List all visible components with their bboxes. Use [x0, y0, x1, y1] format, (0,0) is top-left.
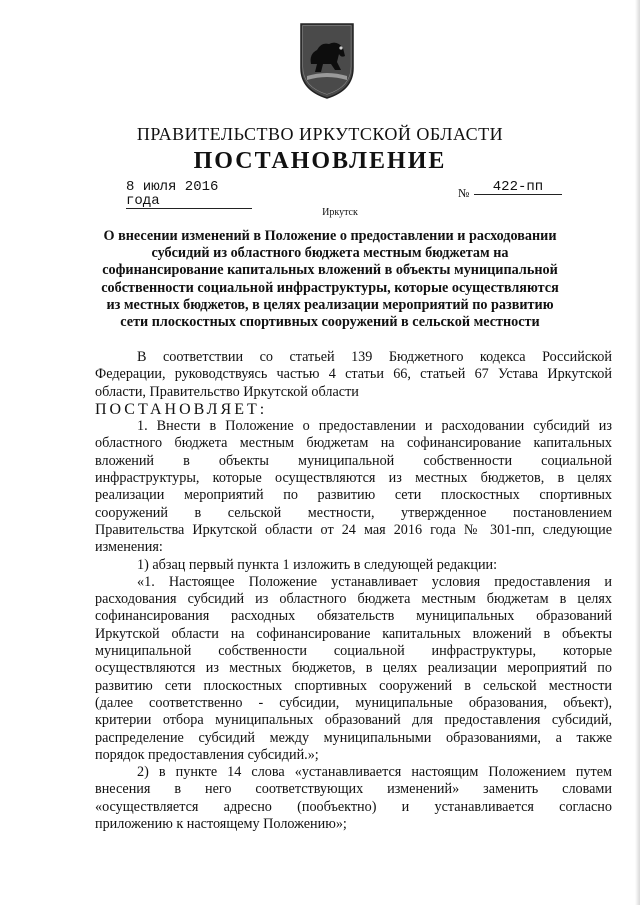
government-name: ПРАВИТЕЛЬСТВО ИРКУТСКОЙ ОБЛАСТИ	[136, 124, 504, 144]
irkutsk-coat-of-arms-icon	[297, 18, 357, 100]
subject-line: собственности социальной инфраструктуры, которые осуществляются	[101, 279, 559, 296]
body-line: сооружений в сельской местности, утвержденное постановлением	[95, 504, 612, 521]
body-line: Правительства Иркутской области от 24 мая 2016 года № 301-пп, следующие	[95, 521, 612, 538]
body-line: реализации мероприятий по развитию сети плоскостных спортивных	[95, 487, 612, 504]
scan-edge	[635, 0, 640, 905]
body-line: порядок предоставления субсидий.»;	[95, 746, 319, 763]
body-line: расходования субсидий из областного бюджета местным бюджетам в целях	[95, 591, 612, 608]
city-name: Иркутск	[322, 207, 358, 218]
body-line: 1. Внести в Положение о предоставлении и расходовании субсидий из	[137, 418, 612, 435]
body-line: В соответствии со статьей 139 Бюджетного кодекса Российской	[137, 349, 612, 365]
body-line: муниципальной собственности социальной инфраструктуры, которые	[95, 643, 612, 660]
subject-line: софинансирование капитальных вложений в объекты муниципальной	[102, 262, 558, 279]
body-line: распределение субсидий между муниципальными образованиями, а также	[95, 729, 612, 746]
decree-word: ПОСТАНОВЛЯЕТ:	[95, 400, 268, 418]
body-line: внесения в него соответствующих изменений» заменить словами	[95, 781, 612, 798]
body-line: Федерации, руководствуясь частью 4 статьи 66, статьей 67 Устава Иркутской	[95, 366, 612, 383]
number-label: №	[458, 186, 470, 200]
subject-line: из местных бюджетов, в целях реализации мероприятий по развитию	[106, 296, 554, 313]
body-line: 1) абзац первый пункта 1 изложить в следующей редакции:	[137, 556, 498, 573]
subject-line: О внесении изменений в Положение о предоставлении и расходовании	[103, 228, 557, 244]
body-line: (далее соответственно - субсидии, муниципальные образования, объект),	[95, 694, 612, 711]
body-line: Иркутской области на софинансирование капитальных вложений в объекты	[95, 625, 612, 642]
body-line: области, Правительство Иркутской области	[95, 383, 359, 400]
document-number: 422-пп	[474, 180, 562, 195]
body-line: 2) в пункте 14 слова «устанавливается настоящим Положением путем	[137, 764, 612, 781]
body-line: «1. Настоящее Положение устанавливает условия предоставления и	[137, 573, 612, 590]
subject-line: сети плоскостных спортивных сооружений в сельской местности	[120, 314, 540, 331]
body-line: осуществляются из местных бюджетов, в целях реализации мероприятий по	[95, 660, 612, 677]
body-line: областного бюджета местным бюджетам на софинансирование капитальных	[95, 435, 612, 452]
subject-line: субсидий из областного бюджета местным бюджетам на	[151, 245, 509, 262]
body-line: «осуществляется адресно (пообъектно) и устанавливается согласно	[95, 798, 612, 815]
document-type-title: ПОСТАНОВЛЕНИЕ	[193, 148, 447, 174]
body-line: софинансирования расходных обязательств муниципальных образований	[95, 608, 612, 625]
document-subject	[100, 228, 560, 331]
body-line: вложений в объекты муниципальной собственности социальной	[95, 452, 612, 469]
body-line: приложению к настоящему Положению»;	[95, 816, 347, 833]
body-line: развитию сети плоскостных спортивных сооружений в сельской местности	[95, 677, 612, 694]
document-date: 8 июля 2016 года	[126, 180, 252, 209]
body-line: изменения:	[95, 539, 163, 556]
body-line: критерии отбора муниципальных образований для предоставления субсидий,	[95, 712, 612, 729]
body-line: инфраструктуры, которые осуществляются из местных бюджетов, в целях	[95, 470, 612, 487]
document-body	[95, 349, 612, 833]
